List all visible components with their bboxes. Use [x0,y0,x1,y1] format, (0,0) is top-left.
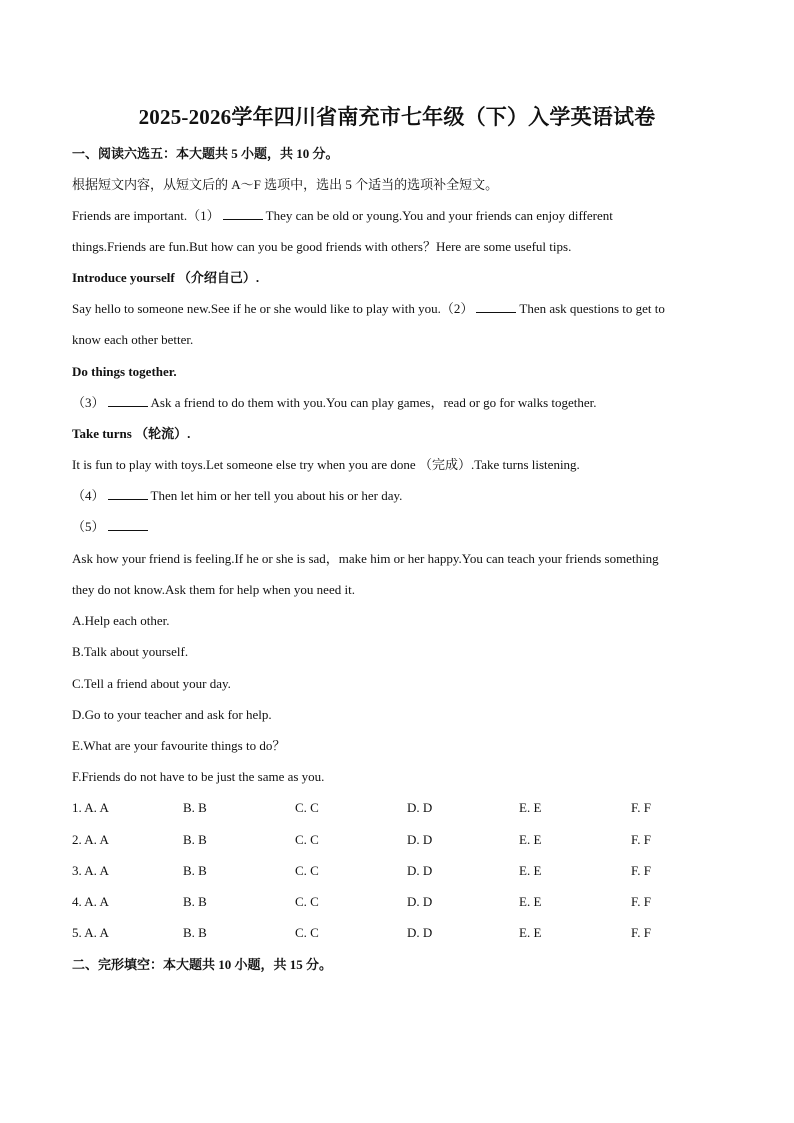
choice-1-c[interactable]: C. C [295,800,319,815]
choice-2-f[interactable]: F. F [631,832,651,847]
passage-line-6: It is fun to play with toys.Let someone else try when you are done （完成）.Take turns listening. [72,457,580,472]
passage-line-9: Ask how your friend is feeling.If he or she is sad，make him or her happy.You can teach your friends something [72,551,659,566]
passage-line-4: know each other better. [72,332,194,347]
option-c: C.Tell a friend about your day. [72,676,231,691]
blank-1[interactable] [223,207,263,220]
choice-5-c[interactable]: C. C [295,925,319,940]
passage-line-5 [72,394,597,412]
choice-3-b[interactable]: B. B [183,863,207,878]
passage-text: Say hello to someone new.See if he or she would like to play with you.（2） [72,301,474,316]
passage-line-3 [72,300,665,318]
choice-5-e[interactable]: E. E [519,925,542,940]
choice-1-b[interactable]: B. B [183,800,207,815]
choice-2-b[interactable]: B. B [183,832,207,847]
option-b: B.Talk about yourself. [72,644,189,659]
choice-1-a[interactable]: 1. A. A [72,800,109,815]
passage-text: They can be old or young.You and your friends can enjoy different [265,208,613,223]
choice-3-d[interactable]: D. D [407,863,433,878]
choice-5-b[interactable]: B. B [183,925,207,940]
passage-text: （4） [72,488,105,503]
blank-5[interactable] [108,518,148,531]
choice-1-f[interactable]: F. F [631,800,651,815]
tip-heading-2: Do things together. [72,364,177,379]
passage-text: Then let him or her tell you about his or her day. [150,488,403,503]
section-2-heading: 二、完形填空：本大题共 10 小题，共 15 分。 [72,957,333,972]
page-title: 2025-2026学年四川省南充市七年级（下）入学英语试卷 [138,105,656,129]
choice-3-c[interactable]: C. C [295,863,319,878]
choice-1-d[interactable]: D. D [407,800,433,815]
passage-text: Friends are important.（1） [72,208,220,223]
section-1-heading: 一、阅读六选五：本大题共 5 小题，共 10 分。 [72,146,339,161]
option-e: E.What are your favourite things to do？ [72,738,286,753]
option-d: D.Go to your teacher and ask for help. [72,707,272,722]
choice-1-e[interactable]: E. E [519,800,542,815]
choice-3-f[interactable]: F. F [631,863,651,878]
choice-5-a[interactable]: 5. A. A [72,925,109,940]
instruction-text: 根据短文内容，从短文后的 A～F 选项中，选出 5 个适当的选项补全短文。 [72,177,499,192]
choice-4-a[interactable]: 4. A. A [72,894,109,909]
blank-3[interactable] [108,394,148,407]
blank-4[interactable] [108,487,148,500]
passage-text: （5） [72,519,105,534]
choice-2-e[interactable]: E. E [519,832,542,847]
choice-2-c[interactable]: C. C [295,832,319,847]
passage-text: （3） [72,395,105,410]
option-f: F.Friends do not have to be just the same as you. [72,769,325,784]
tip-heading-3: Take turns （轮流）. [72,426,191,441]
choice-4-f[interactable]: F. F [631,894,651,909]
choice-3-e[interactable]: E. E [519,863,542,878]
tip-heading-1: Introduce yourself （介绍自己）. [72,270,260,285]
choice-4-b[interactable]: B. B [183,894,207,909]
passage-line-1 [72,207,613,225]
choice-4-d[interactable]: D. D [407,894,433,909]
option-a: A.Help each other. [72,613,170,628]
choice-4-e[interactable]: E. E [519,894,542,909]
passage-line-8 [72,518,151,536]
passage-line-10: they do not know.Ask them for help when you need it. [72,582,355,597]
passage-line-7 [72,487,402,505]
choice-4-c[interactable]: C. C [295,894,319,909]
passage-line-2: things.Friends are fun.But how can you be good friends with others？Here are some useful tips. [72,239,572,254]
choice-5-d[interactable]: D. D [407,925,433,940]
choice-5-f[interactable]: F. F [631,925,651,940]
passage-text: Ask a friend to do them with you.You can play games，read or go for walks together. [150,395,597,410]
blank-2[interactable] [476,300,516,313]
choice-3-a[interactable]: 3. A. A [72,863,109,878]
choice-2-d[interactable]: D. D [407,832,433,847]
choice-2-a[interactable]: 2. A. A [72,832,109,847]
passage-text: Then ask questions to get to [519,301,665,316]
